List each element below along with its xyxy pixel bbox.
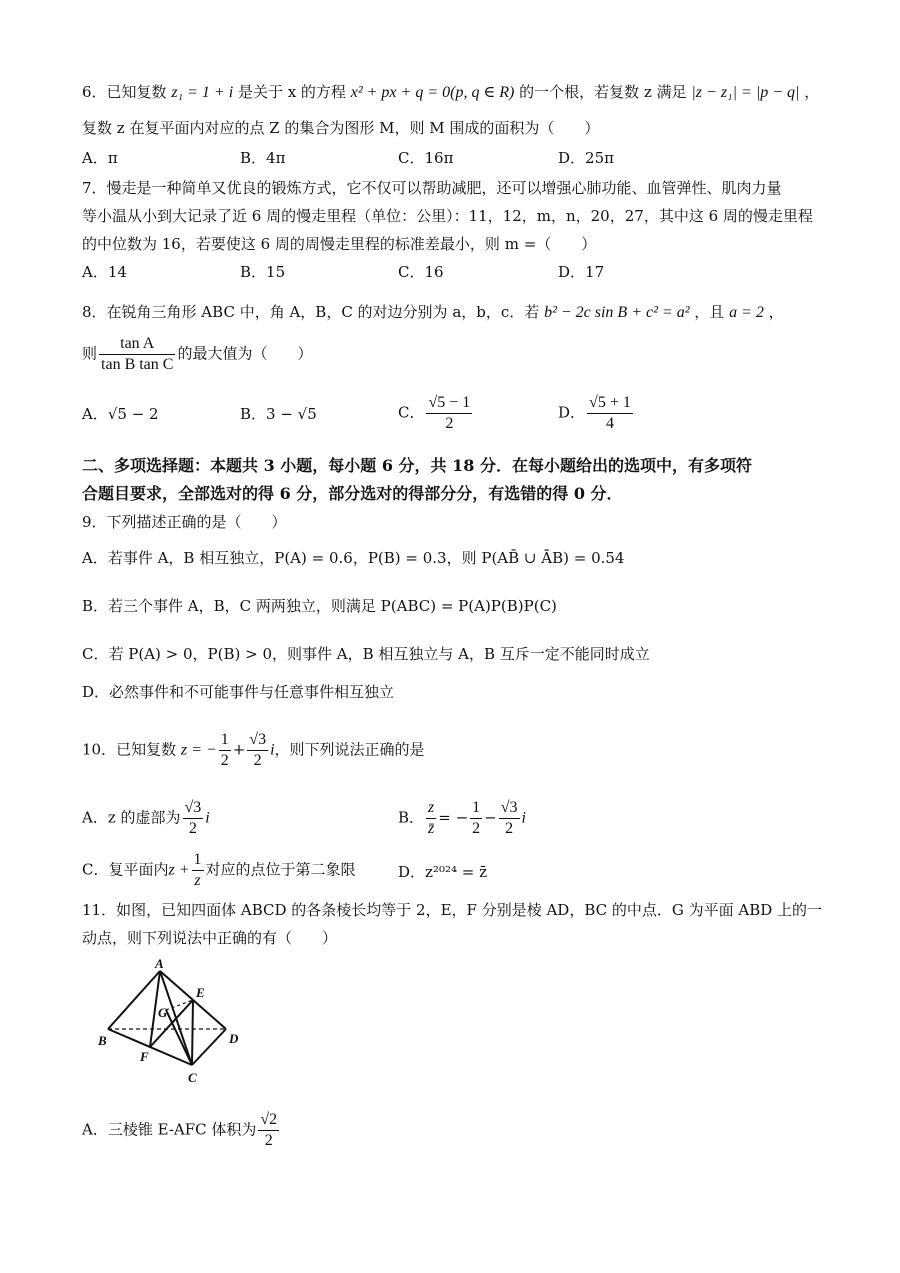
q6-option-d[interactable]: D．25π <box>558 149 614 167</box>
q8-line1 <box>82 302 784 323</box>
q10-option-a-frac <box>183 798 204 839</box>
q10-option-b-den: z̄ <box>428 820 435 837</box>
q6-equation: x² + px + q = 0(p, q ∈ R) <box>350 84 515 101</box>
q8-option-c-label: C． <box>398 403 425 422</box>
edge-cd <box>192 1029 226 1065</box>
q7-line2: 等小温从小到大记录了近 6 周的慢走里程（单位：公里）：11，12，m，n，20，27，其中这 6 周的慢走里程 <box>82 207 813 225</box>
q10-text: 10．已知复数 <box>82 740 177 759</box>
q10-option-a-den: 2 <box>188 820 197 837</box>
segment-ec <box>192 1000 193 1065</box>
q8-option-d-num: √5 + 1 <box>587 393 633 414</box>
q6-text: 是关于 x 的方程 <box>237 83 346 101</box>
q10-imag-unit: i <box>270 741 275 759</box>
q11-option-a-num: √2 <box>258 1110 279 1131</box>
q7-option-b[interactable]: B．15 <box>240 263 286 281</box>
label-f: F <box>140 1049 149 1064</box>
q10-frac1-num: 1 <box>219 730 231 751</box>
q7-line3: 的中位数为 16，若要使这 6 周的周慢走里程的标准差最小，则 m =（ ） <box>82 235 597 253</box>
q10-option-a-text: A．z 的虚部为 <box>82 808 181 827</box>
section2-line2: 合题目要求，全部选对的得 6 分，部分选对的得部分分，有选错的得 0 分． <box>82 484 623 503</box>
q9-option-b[interactable]: B．若三个事件 A，B，C 两两独立，则满足 P(ABC) = P(A)P(B)P(C) <box>82 597 557 615</box>
q10-option-c-num: 1 <box>192 850 204 871</box>
q7-line1: 7．慢走是一种简单又优良的锻炼方式，它不仅可以帮助减肥，还可以增强心肺功能、血管弹性、肌肉力量 <box>82 179 782 197</box>
q8-option-b[interactable]: B．3 − √5 <box>240 405 317 423</box>
q10-text: ，则下列说法正确的是 <box>274 740 425 759</box>
q11-option-a-text: A．三棱锥 E-AFC 体积为 <box>82 1120 257 1139</box>
q10-z-lhs: z = − <box>180 741 217 759</box>
q10-frac2-den: 2 <box>253 752 262 769</box>
q10-option-b-minus: − <box>484 808 497 827</box>
q7-option-d[interactable]: D．17 <box>558 263 605 281</box>
q10-option-c-z: z + <box>168 861 190 879</box>
q10-option-b-f1d: 2 <box>472 820 481 837</box>
label-e: E <box>196 985 205 1000</box>
q10-option-a[interactable] <box>82 798 210 839</box>
q9-stem: 9．下列描述正确的是（ ） <box>82 513 287 531</box>
q10-stem <box>82 730 425 771</box>
q10-option-b-f2n: √3 <box>499 798 520 819</box>
q8-option-d-den: 4 <box>605 415 614 432</box>
q10-frac1 <box>219 730 231 771</box>
q10-option-b-frac0 <box>426 798 436 839</box>
q10-option-b[interactable] <box>398 798 526 839</box>
label-b: B <box>98 1033 107 1048</box>
q8-fraction <box>99 334 175 375</box>
q8-frac-numerator: tan A <box>99 334 175 355</box>
edge-ab <box>108 971 160 1029</box>
label-c: C <box>188 1070 197 1085</box>
q6-text: 的一个根，若复数 z 满足 <box>519 83 687 101</box>
q8-option-d[interactable] <box>558 393 635 434</box>
q8-option-c-num: √5 − 1 <box>426 393 472 414</box>
q9-option-c[interactable]: C．若 P(A) > 0，P(B) > 0，则事件 A，B 相互独立与 A，B 互斥一定不能同时成立 <box>82 645 650 663</box>
q10-option-c-den: z <box>194 872 201 889</box>
q8-option-c-fraction <box>426 393 472 434</box>
q8-text: 8．在锐角三角形 ABC 中，角 A，B，C 的对边分别为 a，b，c．若 <box>82 303 540 321</box>
q10-option-b-eq: = − <box>438 808 469 827</box>
q10-option-c-text2: 对应的点位于第二象限 <box>205 860 356 879</box>
q8-text: ，且 <box>694 303 725 321</box>
q7-option-a[interactable]: A．14 <box>82 263 127 281</box>
q6-text: 6．已知复数 <box>82 83 167 101</box>
q6-z1: z₁ = 1 + i <box>171 84 234 101</box>
q11-option-a[interactable] <box>82 1110 281 1151</box>
q10-option-d[interactable]: D．z²⁰²⁴ = z̄ <box>398 863 487 881</box>
q10-option-c[interactable] <box>82 850 356 891</box>
q8-option-d-fraction <box>587 393 633 434</box>
q10-option-b-frac1 <box>470 798 482 839</box>
q10-frac2-num: √3 <box>247 730 268 751</box>
q6-line2: 复数 z 在复平面内对应的点 Z 的集合为图形 M，则 M 围成的面积为（ ） <box>82 119 600 137</box>
segment-gc <box>166 1010 192 1065</box>
q10-option-b-i: i <box>521 809 526 827</box>
q11-line1: 11．如图，已知四面体 ABCD 的各条棱长均等于 2，E，F 分别是棱 AD，BC 的中点．G 为平面 ABD 上的一 <box>82 901 823 919</box>
q6-option-c[interactable]: C．16π <box>398 149 454 167</box>
q8-condition: a = 2 <box>729 304 764 321</box>
q8-option-c[interactable] <box>398 393 474 434</box>
q6-line1 <box>82 82 819 103</box>
q10-frac2 <box>247 730 268 771</box>
label-a: A <box>155 956 164 971</box>
q10-option-a-i: i <box>205 809 210 827</box>
q8-frac-denominator: tan B tan C <box>101 356 174 373</box>
q8-option-d-label: D． <box>558 403 586 422</box>
label-g: G <box>158 1005 168 1020</box>
q7-option-c[interactable]: C．16 <box>398 263 444 281</box>
q10-option-c-frac <box>192 850 204 891</box>
q9-option-a[interactable]: A．若事件 A，B 相互独立，P(A) = 0.6，P(B) = 0.3，则 P(AB̄ ∪ ĀB) = 0.54 <box>82 549 625 567</box>
q6-text: ， <box>804 83 820 101</box>
q10-option-a-num: √3 <box>183 798 204 819</box>
q10-option-b-f1n: 1 <box>470 798 482 819</box>
q6-abs-condition: |z − z₁| = |p − q| <box>691 84 800 101</box>
q8-text: 的最大值为（ ） <box>177 344 313 363</box>
q10-option-b-frac2 <box>499 798 520 839</box>
tetrahedron-figure <box>96 955 246 1085</box>
q8-line2 <box>82 334 312 375</box>
q8-text: ， <box>768 303 784 321</box>
section2-line1: 二、多项选择题：本题共 3 小题，每小题 6 分，共 18 分．在每小题给出的选项中，有多项符 <box>82 456 752 475</box>
q8-option-c-den: 2 <box>445 415 454 432</box>
q9-option-d[interactable]: D．必然事件和不可能事件与任意事件相互独立 <box>82 683 395 701</box>
q8-text: 则 <box>82 344 98 363</box>
q6-option-a[interactable]: A．π <box>82 149 118 167</box>
q8-equation: b² − 2c sin B + c² = a² <box>544 304 690 321</box>
q11-line2: 动点，则下列说法中正确的有（ ） <box>82 929 338 947</box>
q10-option-c-text: C．复平面内 <box>82 860 169 879</box>
label-d: D <box>229 1031 239 1046</box>
q10-option-b-label: B． <box>398 808 425 827</box>
q10-option-b-num: z <box>426 798 436 819</box>
q8-option-a[interactable]: A．√5 − 2 <box>82 405 159 423</box>
q6-option-b[interactable]: B．4π <box>240 149 286 167</box>
q10-option-b-f2d: 2 <box>505 820 514 837</box>
q10-frac1-den: 2 <box>220 752 229 769</box>
q11-option-a-frac <box>258 1110 279 1151</box>
q11-option-a-den: 2 <box>264 1132 273 1149</box>
q10-plus: + <box>232 740 246 759</box>
